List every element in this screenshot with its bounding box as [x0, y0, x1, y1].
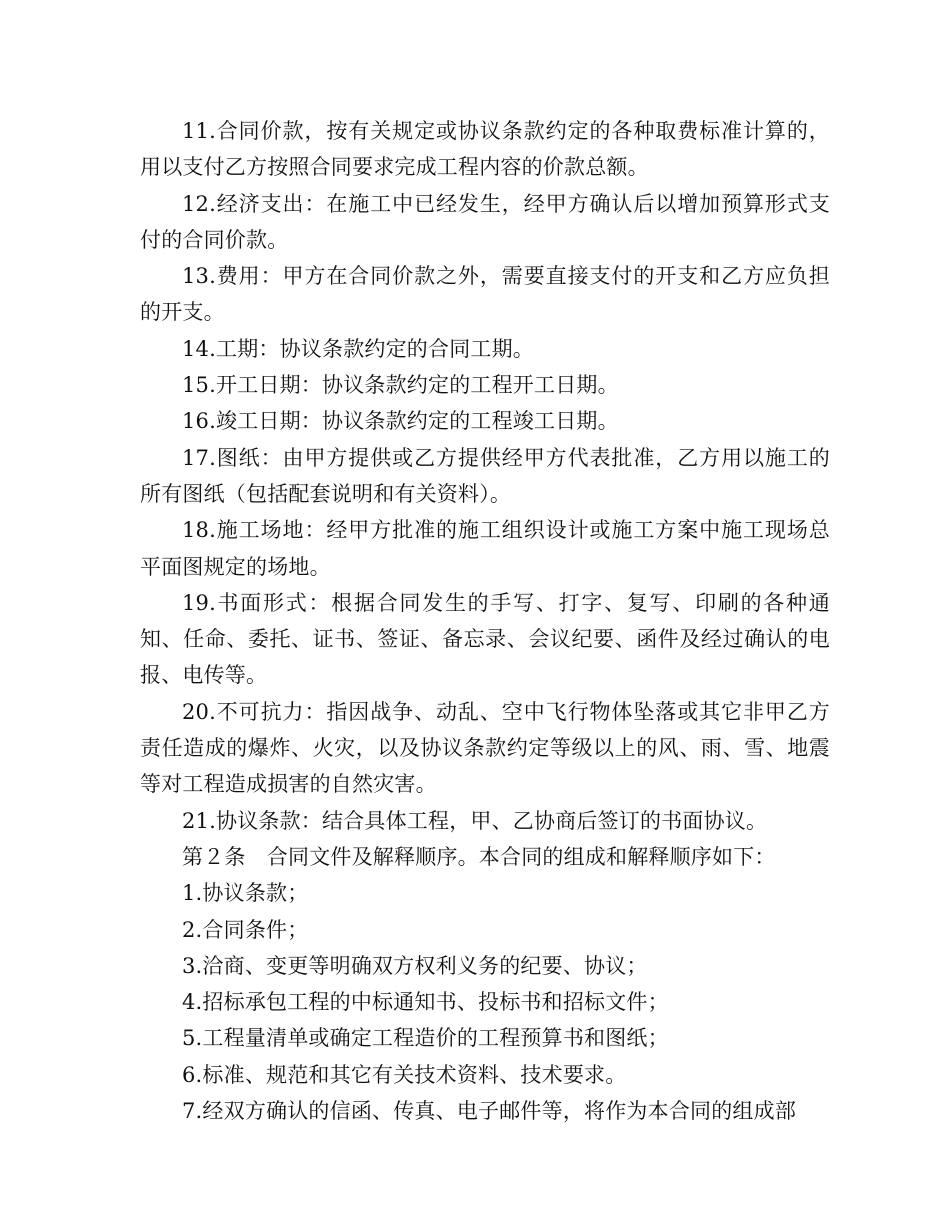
clause-17: 17.图纸：由甲方提供或乙方提供经甲方代表批准，乙方用以施工的所有图纸（包括配套说明和有关资料）。 [140, 445, 830, 506]
list-item-2: 2.合同条件； [182, 917, 309, 942]
clause-18: 18.施工场地：经甲方批准的施工组织设计或施工方案中施工现场总平面图规定的场地。 [140, 518, 830, 579]
list-item-4: 4.招标承包工程的中标通知书、投标书和招标文件； [182, 990, 669, 1015]
clause-19: 19.书面形式：根据合同发生的手写、打字、复写、印刷的各种通知、任命、委托、证书、签证、备忘录、会议纪要、函件及经过确认的电报、电传等。 [140, 590, 830, 688]
list-item-1: 1.协议条款； [182, 881, 309, 906]
document-body [140, 113, 830, 1129]
clause-21: 21.协议条款：结合具体工程，甲、乙协商后签订的书面协议。 [182, 808, 768, 833]
clause-15: 15.开工日期：协议条款约定的工程开工日期。 [182, 373, 619, 398]
list-item-7: 7.经双方确认的信函、传真、电子邮件等，将作为本合同的组成部 [182, 1099, 797, 1124]
article-2-heading: 第２条 合同文件及解释顺序。本合同的组成和解释顺序如下： [182, 844, 776, 869]
clause-11: 11.合同价款，按有关规定或协议条款约定的各种取费标准计算的，用以支付乙方按照合同要求完成工程内容的价款总额。 [140, 119, 830, 180]
clause-20: 20.不可抗力：指因战争、动乱、空中飞行物体坠落或其它非甲乙方责任造成的爆炸、火灾，以及协议条款约定等级以上的风、雨、雪、地震等对工程造成损害的自然灾害。 [140, 699, 830, 797]
clause-14: 14.工期：协议条款约定的合同工期。 [182, 336, 534, 361]
list-item-6: 6.标准、规范和其它有关技术资料、技术要求。 [182, 1062, 627, 1087]
clause-13: 13.费用：甲方在合同价款之外，需要直接支付的开支和乙方应负担的开支。 [140, 264, 830, 325]
list-item-5: 5.工程量清单或确定工程造价的工程预算书和图纸； [182, 1026, 669, 1051]
list-item-3: 3.洽商、变更等明确双方权利义务的纪要、协议； [182, 953, 648, 978]
clause-16: 16.竣工日期：协议条款约定的工程竣工日期。 [182, 409, 619, 434]
clause-12: 12.经济支出：在施工中已经发生，经甲方确认后以增加预算形式支付的合同价款。 [140, 191, 830, 252]
